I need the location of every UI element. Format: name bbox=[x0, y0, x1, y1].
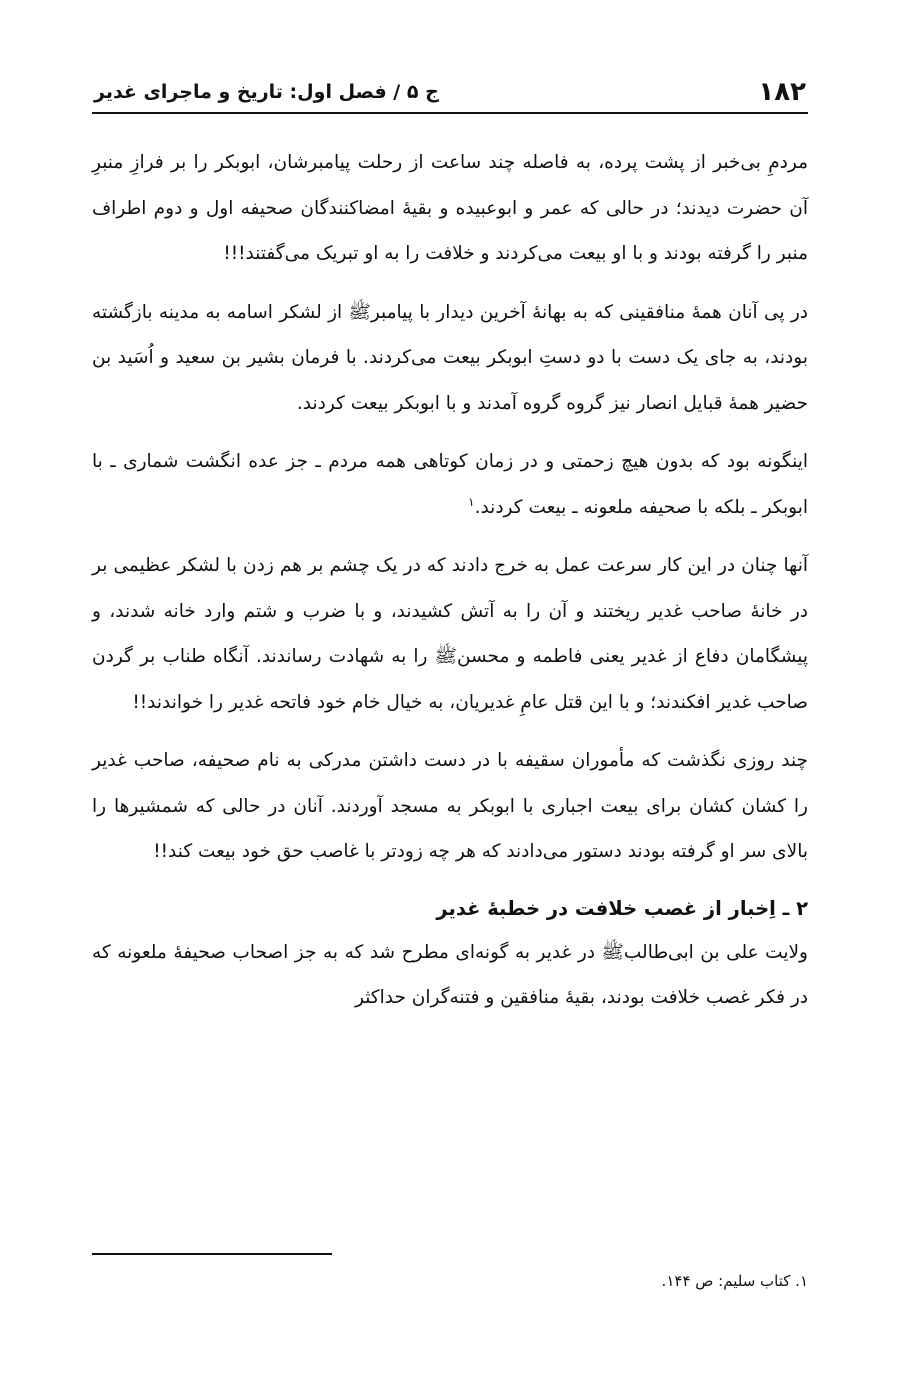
body-text bbox=[92, 140, 808, 1034]
section-paragraph: ولایت علی بن ابی‌طالبﷺ در غدیر به گونه‌ای مطرح شد که به جز اصحاب صحیفهٔ ملعونه که در فکر غصب خلافت بودند، بقیهٔ منافقین و فتنه‌گران حداکثر bbox=[92, 941, 808, 1008]
running-title: ج ۵ / فصل اول: تاریخ و ماجرای غدیر bbox=[94, 81, 439, 103]
footnote-marker[interactable]: ۱ bbox=[468, 494, 475, 509]
paragraph-5: چند روزی نگذشت که مأموران سقیفه با در دست داشتن مدرکی به نام صحیفه، صاحب غدیر را کشان کشان برای بیعت اجباری با ابوبکر به مسجد آوردند. آنان در حالی که شمشیرها را بالای سر او گرفته بودند دستور می‌دادند که هر چه زودتر با غاصب حق خود بیعت کند!! bbox=[92, 750, 808, 862]
paragraph-3-text: اینگونه بود که بدون هیچ زحمتی و در زمان کوتاهی همه مردم ـ جز عده انگشت شماری ـ با ابوبکر ـ بلکه با صحیفه ملعونه ـ بیعت کردند. bbox=[92, 451, 808, 518]
paragraph-3 bbox=[92, 439, 808, 530]
footnote-divider bbox=[92, 1253, 332, 1255]
book-page bbox=[92, 0, 808, 1390]
paragraph-1: مردمِ بی‌خبر از پشت پرده، به فاصله چند ساعت از رحلت پیامبرشان، ابوبکر را بر فرازِ منبرِ آن حضرت دیدند؛ در حالی که عمر و ابوعبیده و بقیهٔ امضاکنندگان صحیفه اول و دوم اطراف منبر را گرفته بودند و با او بیعت می‌کردند و خلافت را به او تبریک می‌گفتند!!! bbox=[92, 152, 808, 264]
section-heading: ۲ ـ اِخبار از غصب خلافت در خطبهٔ غدیر bbox=[436, 896, 808, 920]
footnote: ۱. کتاب سلیم: ص ۱۴۴. bbox=[661, 1272, 808, 1290]
page-header bbox=[92, 72, 808, 114]
paragraph-2: در پی آنان همهٔ منافقینی که به بهانهٔ آخرین دیدار با پیامبرﷺ از لشکر اسامه به مدینه بازگشته بودند، به جای یک دست با دو دستِ ابوبکر بیعت می‌کردند. با فرمان بشیر بن سعید و اُسَید بن حضیر همهٔ قبایل انصار نیز گروه گروه آمدند و با ابوبکر بیعت کردند. bbox=[92, 301, 808, 414]
paragraph-4: آنها چنان در این کار سرعت عمل به خرج دادند که در یک چشم بر هم زدن با لشکر عظیمی بر در خانهٔ صاحب غدیر ریختند و آن را به آتش کشیدند، و با ضرب و شتم وارد خانه شدند، و پیشگامان دفاع از غدیر یعنی فاطمه و محسنﷺ را به شهادت رساندند. آنگاه طناب بر گردن صاحب غدیر افکندند؛ و با این قتل عامِ غدیریان، به خیال خام خود فاتحه غدیر را خواندند!! bbox=[92, 555, 808, 713]
page-number: ۱۸۲ bbox=[758, 77, 806, 107]
